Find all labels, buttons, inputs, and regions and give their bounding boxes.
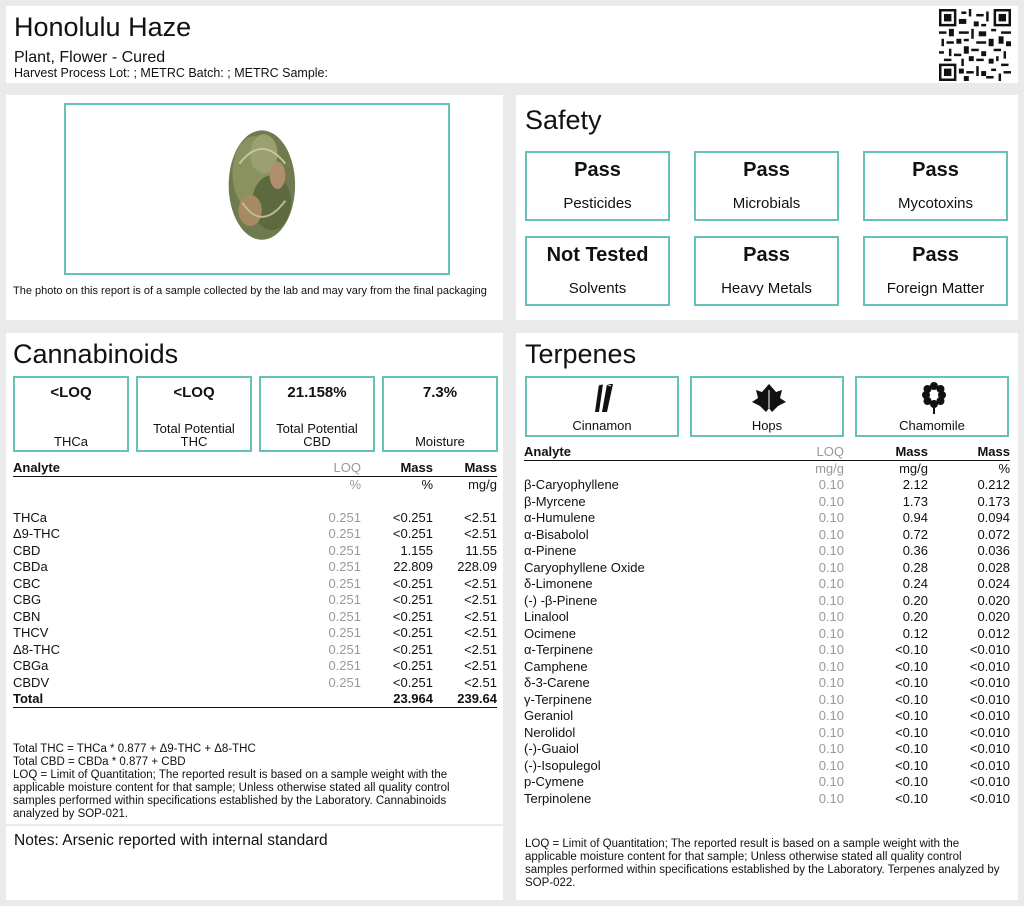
mass-value: <2.51 (464, 575, 497, 591)
analyte-name: CBN (13, 608, 41, 624)
mass-value: 2.12 (902, 477, 928, 493)
summary-value: <LOQ (173, 384, 215, 401)
mass-value: <0.251 (392, 674, 433, 690)
table-row (524, 758, 1010, 775)
table-row (524, 659, 1010, 676)
analyte-name: CBDV (13, 674, 50, 690)
table-row (13, 642, 497, 659)
analyte-name: Δ8-THC (13, 641, 60, 657)
mass-value: <2.51 (464, 625, 497, 641)
col-loq: LOQ (213, 460, 361, 477)
mass-value: 0.020 (977, 609, 1010, 625)
loq-value: 0.251 (328, 542, 361, 558)
col-mass-pct: Mass (928, 444, 1010, 461)
mass-value: 0.28 (902, 559, 928, 575)
analyte-name: Δ9-THC (13, 526, 60, 542)
col-analyte: Analyte (524, 444, 724, 461)
table-spacer-row (13, 493, 497, 510)
table-row (524, 477, 1010, 494)
unit-mass-pct: % (421, 477, 433, 492)
mass-value: 1.155 (400, 542, 433, 558)
aroma-chamomile (855, 376, 1009, 437)
analyte-name: δ-Limonene (524, 576, 593, 592)
table-row (524, 576, 1010, 593)
table-row (524, 560, 1010, 577)
analyte-name: α-Pinene (524, 543, 577, 559)
col-mass-mg: Mass (433, 460, 497, 477)
summary-label: Moisture (415, 434, 465, 449)
footnote-total-thc: Total THC = THCa * 0.877 + Δ9-THC + Δ8-THC (13, 743, 256, 755)
test-result: Pass (912, 159, 959, 181)
mass-value: <2.51 (464, 592, 497, 608)
analyte-name: p-Cymene (524, 774, 584, 790)
table-row (13, 675, 497, 692)
mass-value: 0.020 (977, 592, 1010, 608)
safety-test-foreign-matter (863, 236, 1008, 306)
test-result: Not Tested (546, 244, 649, 266)
terpenes-table (524, 444, 1010, 807)
safety-test-mycotoxins (863, 151, 1008, 221)
loq-value: 0.10 (818, 642, 844, 658)
mass-value: <0.10 (895, 774, 928, 790)
total-cell: 23.964 (361, 691, 433, 708)
summary-total-thc (136, 376, 252, 452)
mass-value: 0.24 (902, 576, 928, 592)
summary-label: Total Potential CBD (276, 421, 358, 449)
chamomile-icon (857, 382, 1011, 414)
aroma-label: Cinnamon (572, 418, 632, 433)
cannabis-bud-image (66, 105, 448, 273)
safety-title: Safety (525, 105, 602, 135)
table-row (13, 658, 497, 675)
table-units-row (524, 461, 1010, 478)
table-row (524, 593, 1010, 610)
mass-value: 0.72 (902, 526, 928, 542)
test-result: Pass (743, 244, 790, 266)
table-row (13, 609, 497, 626)
test-label: Foreign Matter (886, 280, 985, 297)
unit-mass-pct: % (998, 461, 1010, 476)
summary-label: Total Potential THC (153, 421, 235, 449)
loq-value: 0.10 (818, 477, 844, 493)
aroma-label: Chamomile (899, 418, 965, 433)
loq-value: 0.10 (818, 675, 844, 691)
aroma-label: Hops (751, 418, 783, 433)
table-row (13, 510, 497, 527)
loq-value: 0.251 (328, 559, 361, 575)
table-total-row (13, 691, 497, 708)
analyte-name: Caryophyllene Oxide (524, 559, 645, 575)
summary-thca (13, 376, 129, 452)
loq-value: 0.10 (818, 609, 844, 625)
mass-value: <0.251 (392, 509, 433, 525)
mass-value: 0.072 (977, 526, 1010, 542)
test-label: Heavy Metals (721, 280, 812, 297)
mass-value: <0.010 (969, 724, 1010, 740)
analyte-name: CBG (13, 592, 42, 608)
table-header-row (13, 460, 497, 477)
table-row (524, 543, 1010, 560)
col-mass-mg: Mass (844, 444, 928, 461)
cannabinoids-panel (6, 333, 503, 824)
mass-value: 0.036 (977, 543, 1010, 559)
test-result: Pass (743, 159, 790, 181)
mass-value: 0.94 (902, 510, 928, 526)
cannabinoids-footnote (13, 743, 493, 821)
aroma-cinnamon (525, 376, 679, 437)
mass-value: <0.010 (969, 741, 1010, 757)
mass-value: 0.173 (977, 493, 1010, 509)
safety-test-pesticides (525, 151, 670, 221)
mass-value: 228.09 (457, 559, 497, 575)
total-cell: Total (13, 691, 213, 708)
summary-moisture (382, 376, 498, 452)
mass-value: <0.10 (895, 691, 928, 707)
safety-test-microbials (694, 151, 839, 221)
loq-value: 0.10 (818, 526, 844, 542)
loq-value: 0.10 (818, 724, 844, 740)
mass-value: <0.251 (392, 526, 433, 542)
table-row (524, 708, 1010, 725)
table-row (524, 642, 1010, 659)
loq-value: 0.251 (328, 509, 361, 525)
mass-value: <0.10 (895, 658, 928, 674)
summary-value: <LOQ (50, 384, 92, 401)
mass-value: 22.809 (393, 559, 433, 575)
table-row (524, 510, 1010, 527)
mass-value: <0.010 (969, 642, 1010, 658)
analyte-name: Geraniol (524, 708, 574, 724)
col-analyte: Analyte (13, 460, 213, 477)
analyte-name: Ocimene (524, 625, 577, 641)
table-units-row (13, 477, 497, 494)
notes-text: Notes: Arsenic reported with internal standard (14, 832, 328, 849)
table-row (524, 725, 1010, 742)
analyte-name: Camphene (524, 658, 588, 674)
analyte-name: THCV (13, 625, 49, 641)
mass-value: <2.51 (464, 509, 497, 525)
table-row (13, 592, 497, 609)
table-row (524, 527, 1010, 544)
mass-value: 11.55 (465, 542, 497, 558)
aroma-hops (690, 376, 844, 437)
test-label: Mycotoxins (897, 195, 974, 212)
terpenes-panel (516, 333, 1018, 900)
analyte-name: CBD (13, 542, 41, 558)
summary-value: 21.158% (287, 384, 347, 401)
loq-value: 0.251 (328, 674, 361, 690)
loq-value: 0.10 (818, 559, 844, 575)
mass-value: 0.12 (902, 625, 928, 641)
mass-value: <0.251 (392, 575, 433, 591)
loq-value: 0.10 (818, 592, 844, 608)
analyte-name: CBDa (13, 559, 48, 575)
cinnamon-icon (527, 382, 681, 414)
analyte-name: α-Terpinene (524, 642, 593, 658)
total-cell (213, 691, 361, 708)
cannabinoids-table (13, 460, 497, 708)
table-row (524, 675, 1010, 692)
loq-value: 0.10 (818, 493, 844, 509)
unit-mass-mg: mg/g (468, 477, 497, 492)
loq-value: 0.10 (818, 757, 844, 773)
analyte-name: Linalool (524, 609, 569, 625)
mass-value: 0.028 (977, 559, 1010, 575)
safety-panel (516, 95, 1018, 320)
mass-value: 0.024 (977, 576, 1010, 592)
mass-value: <0.010 (969, 708, 1010, 724)
analyte-name: (-)-Guaiol (524, 741, 579, 757)
mass-value: <0.010 (969, 658, 1010, 674)
loq-value: 0.10 (818, 625, 844, 641)
analyte-name: δ-3-Carene (524, 675, 590, 691)
test-label: Solvents (568, 280, 627, 297)
analyte-name: CBC (13, 575, 41, 591)
safety-test-solvents (525, 236, 670, 306)
table-row (524, 741, 1010, 758)
mass-value: <0.010 (969, 691, 1010, 707)
cannabinoids-title: Cannabinoids (13, 339, 179, 369)
loq-value: 0.10 (818, 576, 844, 592)
mass-value: <0.10 (895, 741, 928, 757)
test-result: Pass (912, 244, 959, 266)
mass-value: 0.094 (977, 510, 1010, 526)
mass-value: <2.51 (464, 526, 497, 542)
table-row (524, 609, 1010, 626)
mass-value: <2.51 (464, 674, 497, 690)
loq-value: 0.251 (328, 625, 361, 641)
product-type: Plant, Flower - Cured (14, 49, 166, 66)
table-row (524, 774, 1010, 791)
terpenes-footnote: LOQ = Limit of Quantitation; The reported result is based on a sample weight with the applicable moisture content for that sample; Unless otherwise stated all quality control samples performed within specifications established by the Laboratory. Terpenes analyzed by SOP-022. (525, 838, 1000, 889)
mass-value: 0.012 (977, 625, 1010, 641)
loq-value: 0.10 (818, 790, 844, 806)
loq-value: 0.251 (328, 608, 361, 624)
loq-value: 0.10 (818, 658, 844, 674)
test-label: Microbials (732, 195, 801, 212)
loq-value: 0.10 (818, 741, 844, 757)
footnote-total-cbd: Total CBD = CBDa * 0.877 + CBD (13, 756, 186, 768)
sample-photo (64, 103, 450, 275)
mass-value: <0.010 (969, 757, 1010, 773)
table-row (13, 543, 497, 560)
analyte-name: Terpinolene (524, 790, 592, 806)
test-result: Pass (574, 159, 621, 181)
report-header (6, 6, 1018, 83)
analyte-name: (-)-Isopulegol (524, 757, 601, 773)
mass-value: <0.251 (392, 641, 433, 657)
loq-value: 0.251 (328, 526, 361, 542)
test-label: Pesticides (563, 195, 632, 212)
mass-value: 0.212 (977, 477, 1010, 493)
mass-value: <2.51 (464, 658, 497, 674)
mass-value: 0.20 (902, 609, 928, 625)
table-row (13, 526, 497, 543)
loq-value: 0.10 (818, 543, 844, 559)
lot-info: Harvest Process Lot: ; METRC Batch: ; METRC Sample: (14, 66, 328, 80)
analyte-name: β-Myrcene (524, 493, 586, 509)
analyte-name: α-Bisabolol (524, 526, 589, 542)
table-row (524, 626, 1010, 643)
unit-mass-mg: mg/g (899, 461, 928, 476)
analyte-name: α-Humulene (524, 510, 596, 526)
mass-value: <0.10 (895, 708, 928, 724)
loq-value: 0.10 (818, 774, 844, 790)
sample-photo-panel (6, 95, 503, 320)
mass-value: <0.010 (969, 790, 1010, 806)
safety-test-heavy-metals (694, 236, 839, 306)
loq-value: 0.251 (328, 592, 361, 608)
table-row (13, 559, 497, 576)
table-row (524, 692, 1010, 709)
photo-disclaimer: The photo on this report is of a sample collected by the lab and may vary from the final packaging (13, 285, 487, 297)
loq-value: 0.10 (818, 691, 844, 707)
terpenes-title: Terpenes (525, 339, 637, 369)
mass-value: <0.251 (392, 658, 433, 674)
analyte-name: γ-Terpinene (524, 691, 592, 707)
unit-loq: % (349, 477, 361, 492)
mass-value: <0.010 (969, 675, 1010, 691)
analyte-name: β-Caryophyllene (524, 477, 619, 493)
mass-value: <2.51 (464, 641, 497, 657)
mass-value: <0.251 (392, 592, 433, 608)
analyte-name: Nerolidol (524, 724, 576, 740)
mass-value: <0.10 (895, 675, 928, 691)
loq-value: 0.251 (328, 641, 361, 657)
mass-value: <0.251 (392, 625, 433, 641)
footnote-loq: LOQ = Limit of Quantitation; The reported result is based on a sample weight with the applicable moisture content for that sample; Unless otherwise stated all quality control samples performed within specifications established by the Laboratory. Cannabinoids analyzed by SOP-021. (13, 769, 450, 820)
mass-value: <0.10 (895, 642, 928, 658)
loq-value: 0.251 (328, 575, 361, 591)
summary-label: THCa (54, 434, 88, 449)
analyte-name: THCa (13, 509, 47, 525)
mass-value: 0.20 (902, 592, 928, 608)
loq-value: 0.10 (818, 708, 844, 724)
col-mass-pct: Mass (361, 460, 433, 477)
mass-value: <0.10 (895, 724, 928, 740)
notes-panel (6, 826, 503, 900)
loq-value: 0.10 (818, 510, 844, 526)
analyte-name: (-) -β-Pinene (524, 592, 598, 608)
mass-value: <0.251 (392, 608, 433, 624)
summary-value: 7.3% (422, 384, 458, 401)
table-row (13, 576, 497, 593)
col-loq: LOQ (724, 444, 844, 461)
total-cell: 239.64 (433, 691, 497, 708)
loq-value: 0.251 (328, 658, 361, 674)
table-row (524, 791, 1010, 808)
summary-total-cbd (259, 376, 375, 452)
mass-value: <2.51 (464, 608, 497, 624)
product-title: Honolulu Haze (14, 12, 192, 42)
table-row (524, 494, 1010, 511)
mass-value: <0.10 (895, 757, 928, 773)
table-header-row (524, 444, 1010, 461)
mass-value: 0.36 (902, 543, 928, 559)
table-row (13, 625, 497, 642)
analyte-name: CBGa (13, 658, 49, 674)
mass-value: <0.010 (969, 774, 1010, 790)
mass-value: 1.73 (902, 493, 928, 509)
hops-icon (692, 382, 846, 414)
mass-value: <0.10 (895, 790, 928, 806)
qr-code-icon[interactable] (939, 9, 1011, 81)
unit-loq: mg/g (815, 461, 844, 476)
